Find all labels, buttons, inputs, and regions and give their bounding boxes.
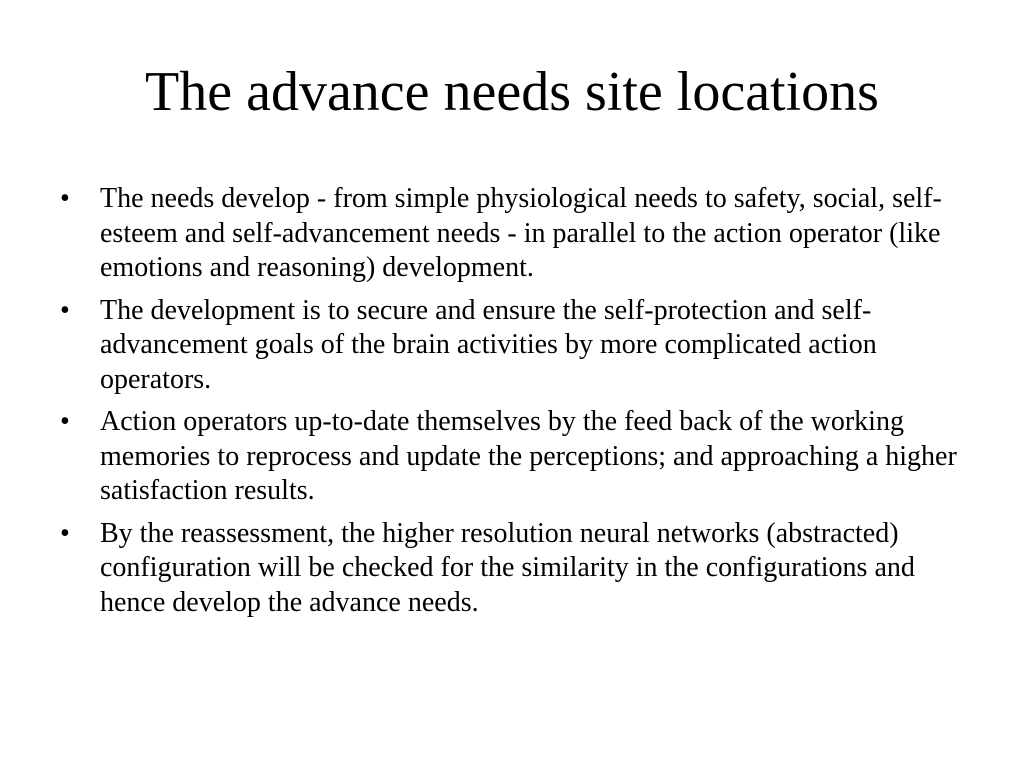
bullet-text: Action operators up-to-date themselves by the feed back of the working memories to reprocess and update the perceptions; and approaching a higher satisfaction results.	[100, 406, 957, 506]
slide-title: The advance needs site locations	[145, 61, 879, 123]
bullet-item-1	[54, 182, 974, 286]
bullet-item-2	[54, 294, 974, 398]
bullet-item-4	[54, 517, 974, 621]
bullet-text: By the reassessment, the higher resolution neural networks (abstracted) configuration will be checked for the similarity in the configurations and hence develop the advance needs.	[100, 517, 915, 618]
bullet-item-3	[54, 405, 974, 509]
bullet-text: The needs develop - from simple physiological needs to safety, social, self-esteem and self-advancement needs - in parallel to the action operator (like emotions and reasoning) development.	[100, 183, 942, 283]
bullet-icon: •	[60, 517, 70, 549]
bullet-icon: •	[60, 183, 70, 214]
bullet-text: The development is to secure and ensure the self-protection and self-advancement goals of the brain activities by more complicated action operators.	[100, 294, 877, 395]
bullet-icon: •	[60, 294, 70, 326]
bullet-list	[54, 182, 974, 628]
bullet-icon: •	[60, 406, 70, 437]
